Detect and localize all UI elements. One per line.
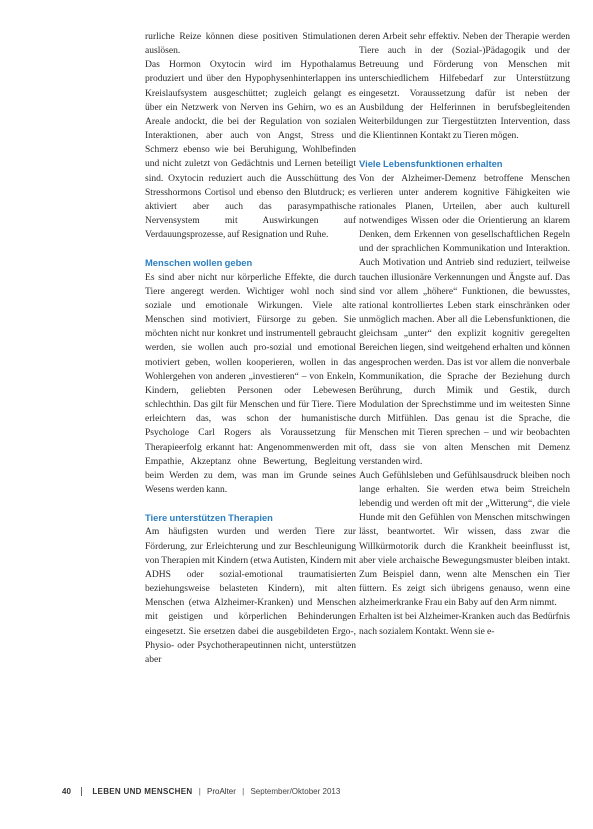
issue-date: September/Oktober 2013 [250,787,341,796]
left-intro-paragraph-2: Das Hormon Oxytocin wird im Hypothalamus produziert und über den Hypophysenhinterlappen ins Kreislaufsystem ausgeschüttet; zugleich gelangt es über ein Netzwerk von Nerven ins Gehirn, wo es an Areale andockt, die bei der Regulation von sozialen Interaktionen, aber auch von Angst, Stress und Schmerz ebenso wie bei Beruhigung, Wohlbefinden und nicht zuletzt von Gedächtnis und Lernen beteiligt sind. Oxytocin reduziert auch die Ausschüttung des Stresshormons Cortisol und ebenso den Blutdruck; es aktiviert aber auch das parasympathische Nervensystem mit Auswirkungen auf Verdauungsprozesse, auf Resignation und Ruhe. [145,59,356,241]
footer-separator-2: | [242,787,245,796]
section-heading-menschen-wollen-geben: Menschen wollen geben [145,257,253,269]
footer-divider [81,787,82,796]
right-section-1-paragraph: Von der Alzheimer-Demenz betroffene Menschen verlieren unter anderem kognitive Fähigkeiten wie rationales Planen, Urteilen, aber auch kulturell notwendiges Wissen oder die Orientierung an klarem Denken, dem Erkennen von gesellschaftlichen Regeln und der sprachlichen Kommunikation und Interaktion. Auch Motivation und Antrieb sind reduziert, teilweise tauchen illusionäre Verkennungen und Ängste auf. Das sind vor allem „höhere“ Funktionen, die bewusstes, rational kontrolliertes Leben stark einschränken oder unmöglich machen. Aber all die Lebensfunktionen, die gleichsam „unter“ den explizit kognitiv geregelten Bereichen liegen, sind weitgehend erhalten und können angesprochen werden. Das ist vor allem die nonverbale Kommunikation, die Sprache der Beziehung durch Berührung, durch Mimik und Gestik, durch Modulation der Sprechstimme und im weitesten Sinne durch Mitfühlen. Das genau ist die Sprache, die Menschen mit Tieren sprechen – und wir beobachten oft, dass sie von alten Menschen mit Demenz verstanden wird. [359,172,570,467]
section-heading-tiere-unterstuetzen-therapien: Tiere unterstützen Therapien [145,512,273,524]
footer-separator: | [198,787,201,796]
left-column [145,30,356,667]
publication-name: ProAlter [207,787,236,796]
section-heading-viele-lebensfunktionen-erhalten: Viele Lebensfunktionen erhalten [359,158,503,170]
right-column [359,30,570,639]
left-section-2-paragraph: Am häufigsten wurden und werden Tiere zur Förderung, zur Erleichterung und zur Beschleunigung von Therapien mit Kindern (etwa Autisten, Kindern mit ADHS oder sozial-emotional traumatisierten beziehungsweise belasteten Kindern), mit alten Menschen (etwa Alzheimer-Kranken) und Menschen mit geistigen und körperlichen Behinderungen eingesetzt. Sie ersetzen dabei die ausgebildeten Ergo-, Physio- oder Psychotherapeutinnen nicht, unterstützen aber [145,526,356,665]
page-number: 40 [62,787,71,796]
magazine-section-title: LEBEN UND MENSCHEN [92,787,193,796]
left-intro-paragraph-1: rurliche Reize können diese positiven Stimulationen auslösen. [145,31,356,57]
right-intro-paragraph: deren Arbeit sehr effektiv. Neben der Therapie werden Tiere auch in der (Sozial-)Pädagogik und der Betreuung und Förderung von Menschen mit unterschiedlichem Hilfebedarf zur Unterstützung eingesetzt. Voraussetzung dafür ist neben der Ausbildung der Helferinnen in berufsbegleitenden Weiterbildungen zur Tiergestützten Intervention, dass die Klientinnen Kontakt zu Tieren mögen. [359,31,570,142]
left-section-1-paragraph: Es sind aber nicht nur körperliche Effekte, die durch Tiere angeregt werden. Wichtiger wohl noch sind soziale und emotionale Wirkungen. Viele alte Menschen sind motiviert, Fürsorge zu geben. Sie möchten nicht nur konkret und instrumentell gebraucht werden, sie wollen auch pro-sozial und emotional motiviert geben, wollen kooperieren, wollen in das Wohlergehen von anderen „investieren“ – von Enkeln, Kindern, geliebten Personen oder Lebewesen schlechthin. Das gilt für Menschen und für Tiere. Tiere erleichtern das, was schon der humanistische Psychologe Carl Rogers als Voraussetzung für Therapieerfolg erkannt hat: Angenommenwerden mit Empathie, Akzeptanz ohne Bewertung, Begleitung beim Werden zu dem, was man im Grunde seines Wesens werden kann. [145,271,356,495]
right-section-1-paragraph-3: Erhalten ist bei Alzheimer-Kranken auch das Bedürfnis nach sozialem Kontakt. Wenn sie e- [359,611,570,637]
right-section-1-paragraph-2: Auch Gefühlsleben und Gefühlsausdruck bleiben noch lange erhalten. Sie werden etwa beim Streicheln lebendig und werden oft mit der „Witterung“, die viele Hunde mit den Gefühlen von Menschen mitschwingen lässt, beantwortet. Wir wissen, dass zwar die Willkürmotorik durch die Krankheit beeinflusst ist, aber viele archaische Bewegungsmuster bleiben intakt. Zum Beispiel dann, wenn alte Menschen ein Tier füttern. Es zeigt sich übrigens genauso, wenn eine alzheimerkranke Frau ein Baby auf den Arm nimmt. [359,469,570,609]
page-footer [62,787,340,796]
